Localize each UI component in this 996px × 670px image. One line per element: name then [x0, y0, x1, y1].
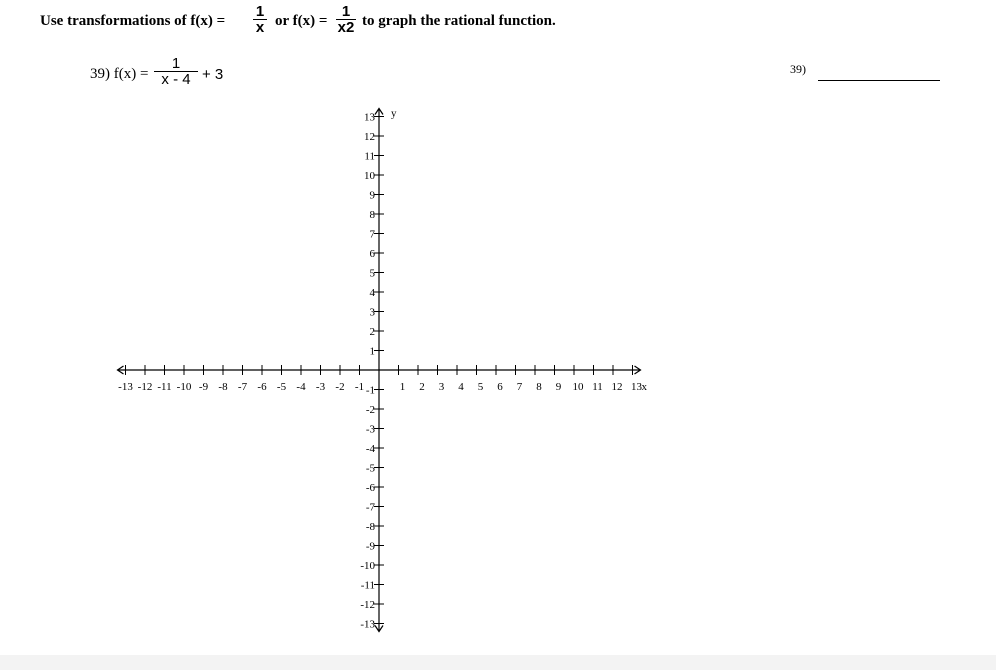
problem-constant: + 3: [202, 66, 224, 83]
y-tick-label: 6: [369, 248, 375, 260]
y-tick-label: -7: [365, 501, 375, 514]
x-axis-label: x: [641, 381, 647, 393]
y-tick-label: -10: [360, 560, 375, 572]
instruction-text-or: or f(x) =: [275, 13, 328, 29]
y-tick-label: -12: [360, 599, 375, 611]
x-tick-label: -2: [335, 381, 345, 393]
y-tick-label: -2: [365, 404, 375, 416]
x-tick-label: -3: [315, 381, 326, 393]
answer-number-label: 39): [790, 62, 806, 76]
y-tick-label: 5: [369, 267, 375, 280]
x-tick-label: 7: [516, 381, 523, 393]
x-tick-label: -1: [354, 381, 365, 393]
y-tick-label: -13: [360, 618, 375, 631]
y-tick-label: 4: [369, 287, 375, 299]
x-tick-label: 11: [592, 381, 603, 393]
y-tick-label: 1: [369, 345, 375, 358]
y-tick-label: 11: [364, 150, 375, 163]
x-tick-label: 9: [555, 381, 562, 393]
x-tick-label: -12: [137, 381, 153, 393]
y-tick-label: -6: [365, 482, 375, 494]
fraction-denominator: x - 4: [161, 71, 191, 88]
y-tick-label: -9: [365, 540, 375, 553]
x-tick-label: 4: [458, 381, 464, 393]
x-tick-label: -5: [276, 381, 287, 393]
x-tick-label: 13: [631, 381, 642, 393]
x-tick-label: -10: [176, 381, 192, 393]
y-tick-label: -5: [365, 462, 375, 475]
instruction-text-start: Use transformations of f(x) =: [40, 13, 226, 29]
instruction-text-end: to graph the rational function.: [362, 13, 556, 29]
y-tick-label: 13: [364, 111, 375, 124]
x-tick-label: -4: [296, 381, 306, 393]
x-tick-label: 8: [536, 381, 542, 393]
y-tick-label: -3: [365, 423, 375, 436]
x-tick-label: 12: [611, 381, 623, 393]
y-tick-label: 7: [369, 228, 375, 241]
y-tick-label: 3: [369, 306, 375, 319]
problem-label: 39) f(x) =: [90, 66, 149, 82]
page-bottom-band: [0, 655, 996, 670]
fraction-denominator: x: [255, 19, 265, 36]
y-tick-label: -11: [360, 579, 375, 592]
x-tick-label: -6: [257, 381, 267, 393]
y-tick-label: 12: [364, 131, 375, 143]
y-tick-label: 2: [369, 326, 375, 338]
x-tick-label: -13: [118, 381, 133, 393]
y-tick-label: 9: [369, 189, 375, 202]
fraction-numerator: 1: [171, 55, 181, 72]
y-tick-label: 10: [364, 170, 375, 182]
x-tick-label: 2: [419, 381, 425, 393]
fraction-denominator: x2: [337, 19, 355, 36]
y-axis-label: y: [391, 107, 397, 120]
x-tick-label: -11: [157, 381, 172, 393]
x-tick-label: 6: [497, 381, 503, 393]
y-tick-label: -4: [365, 443, 375, 455]
x-tick-label: -8: [218, 381, 228, 393]
x-tick-label: 1: [399, 381, 406, 393]
x-tick-label: 3: [438, 381, 445, 393]
fraction-numerator: 1: [341, 3, 351, 20]
y-tick-label: -1: [365, 384, 375, 397]
x-tick-label: -7: [237, 381, 248, 393]
y-tick-label: -8: [365, 521, 375, 533]
x-tick-label: 10: [572, 381, 584, 393]
fraction-numerator: 1: [255, 3, 265, 20]
y-tick-label: 8: [369, 209, 375, 221]
x-tick-label: 5: [477, 381, 484, 393]
x-tick-label: -9: [198, 381, 209, 393]
